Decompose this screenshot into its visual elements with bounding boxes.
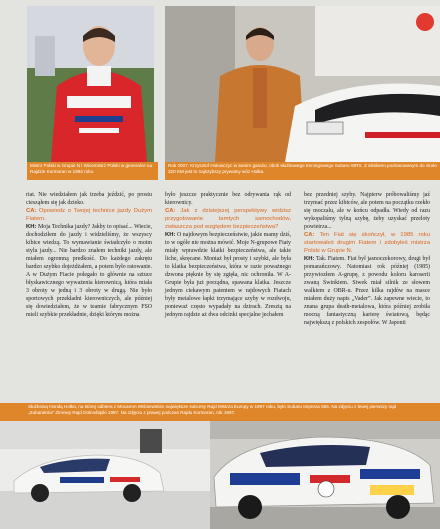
question-text: Jak z dzisiejszej perspektywy widzisz przygotowanie tamtych samochodów, zwłaszcza pod względem bezpieczeństwa? (165, 208, 291, 230)
rally-car-snow-image (0, 421, 210, 529)
photo-rally-kormoran (210, 421, 440, 529)
caption-top-right: Rok 2007. Krzysztof Hołowczyc w swoim garażu, obok służbowego treningowego Subaru WRX. Z silnikiem podrasowanym do około 320 KM jest to najszybszy prywatny wóz Hołka. (165, 162, 440, 180)
paragraph-continuation: było jeszcze praktycznie bez odrywania rąk od kierownicy. (165, 192, 291, 206)
answer-text: Moja Technika jazdy? Jakby to opisać... Wiecie, dochodziłem do jazdy i widzieliśmy, że wszyscy kibice wiedzą. To wymawianie świadczyło o moim stylu jazdy... Nie bardzo znałem techniki jazdy, ale miałem ogromną predkość. Do każdego zakrętu bardzo szybko dojeżdżałem, a potem było ratowanie. A w Dużym Fiacie polegało to głównie na sztuce błyskawicznego wyważenia kierownicą, która miała 3 obroty w jedną i 3 obroty w drugą. Nie było sportowych przekładni kierowniczych, ale później się dowiedziałem, że w teamie fabrycznym FSO mieli szybkie przekładnie, dzięki którym można (26, 224, 152, 318)
article-column-2 (165, 191, 291, 319)
photo-rally-snow (0, 421, 210, 529)
question-label: CA: (165, 208, 176, 214)
driver-garage-image (165, 6, 440, 162)
paragraph-continuation: riat. Nie wiedziałem jak trzeba jeździć, po prostu ciesząłem się jak dzieko. (26, 192, 152, 206)
answer-label: KH: (304, 256, 315, 262)
photo-driver-garage-subaru (165, 6, 440, 162)
question-paragraph (165, 207, 291, 231)
answer-label: KH: (165, 232, 176, 238)
driver-portrait-image (27, 6, 154, 162)
photo-driver-racing-suit (27, 6, 154, 162)
top-photos (0, 0, 440, 177)
caption-top-left: Mistrz Polski w Grupie N i Wicemistrz Polski w generalce na Rajdzie Kormoran w 1994 roku. (27, 162, 158, 180)
article-column-1 (26, 191, 152, 319)
answer-paragraph (26, 223, 152, 319)
answer-label: KH: (26, 224, 37, 230)
question-paragraph (26, 207, 152, 223)
answer-paragraph (165, 231, 291, 319)
paragraph-continuation: bez przedniej szyby. Najpierw próbowaliśmy jaź trzymać przez kibiców, ale potem na początku rzekło się moczalu, ale w końcu odpadła. Wtedy od razu wykopaliśmy tylną szybę, żeby uzyskać przeloty powietrza... (304, 192, 430, 230)
answer-text: Tak. Fiatem. Fiat był jasnoczekorowy, drugi był pomarańczowy. Natomiast rok później (1985) przywiozłem A-grupę, z powodu koloru karoserii zwaną Świnkiem. Siwek miał silnik ze słowem walkiem z OBR-u. Przez kilka rajdów na masce miałem duży napis „Vader”. Jak zapewne wiecie, to znana grupa death-metalowa, która później zrobiła mocną fantastyczną karierę światową, będąc największą z polskich zespołów. W Japonii (304, 256, 430, 326)
question-text: Ten Fiat się skończył, w 1985 roku startowałeś drugim Fiatem i zdobyłeś mistrza Polski w Grupie N. (304, 232, 430, 254)
question-text: Opowiedz o Twojej technice jazdy Dużym Fiatem. (26, 208, 152, 222)
answer-paragraph (304, 255, 430, 327)
answer-text: O najdowym bezpieczeństwie, jakie mamy dziś, to w ogóle nie można mówić. Moje N-grupowe Fiaty miały wprawdzie klatki bezpieczeństwa, ale takie liche, skręcane. Montaż był prosty i szybki, ale była to klatka bezpieczeństwa, która w razie poważnego dzwona pięknie by się zgięła, nic ochroniła. W A-Grupie była już porządna, spawana klatka. Jeszcze jednym ciekawym patentem w rajdowych Fiatach były metalowe łapki trzymające szyby w rozdwoju, ponieważ często wypadały na dzirach. Zresztą na jednym rajdzie aż dwa odcinki specjalne jechałem (165, 232, 291, 318)
caption-bottom: Służbową Hondą Hołka, na której odbiera z Mocarem Wiśniewskim największe sukcesy Rajd Mistrza Europy w 1997 roku, było Subaru Impreza 555. Na zdjęciu z lewej pierwszy rajd „Subaraków” Zimowy Rajd Dolnośląski 1997. Na zdjęciu z prawej podczas Rajdu Kormoran, rok 1997. (0, 403, 440, 421)
article-column-3 (304, 191, 430, 327)
rally-car-road-image (210, 421, 440, 529)
question-label: CA: (26, 208, 37, 214)
bottom-photos (0, 421, 440, 529)
article-body (26, 191, 436, 396)
question-label: CA: (304, 232, 315, 238)
question-paragraph (304, 231, 430, 255)
